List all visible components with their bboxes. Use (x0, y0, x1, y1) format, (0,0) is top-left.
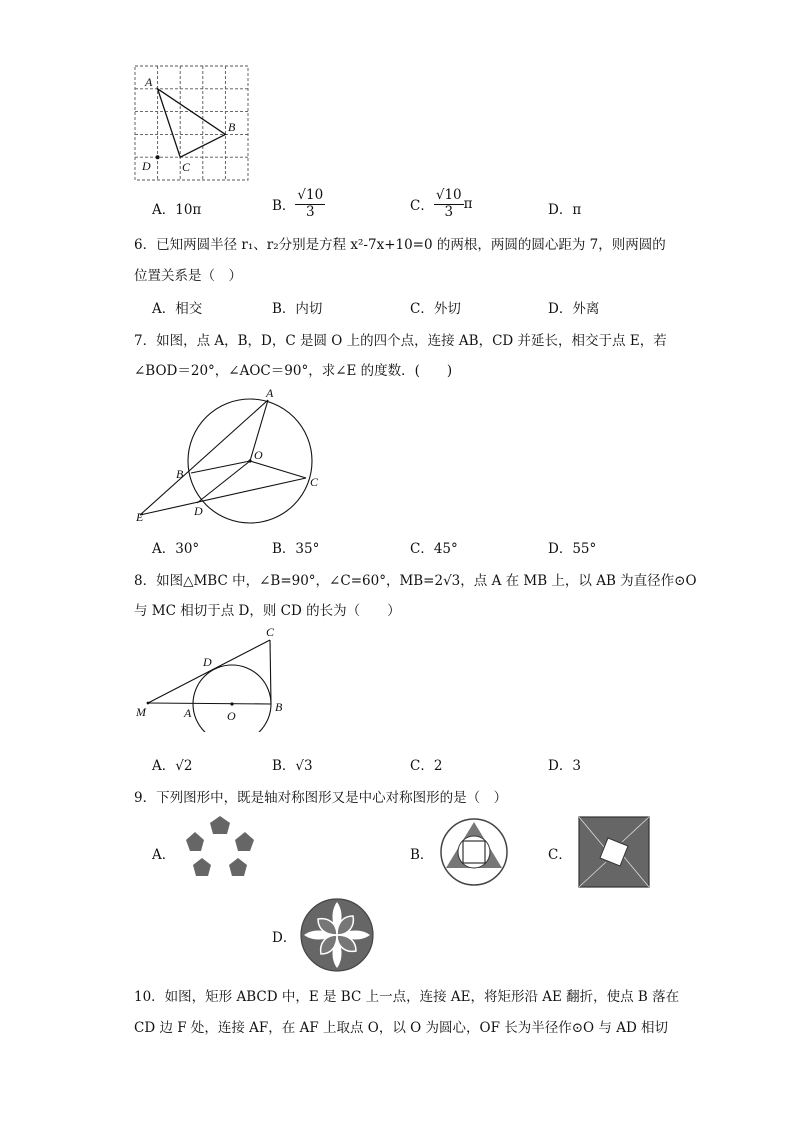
q5-grid-figure (128, 60, 258, 188)
q5-option-b[interactable]: B． $\frac{√10}{3}$ (272, 187, 324, 220)
q6-stem-line2: 位置关系是（ ） (134, 268, 242, 284)
label-A: A (184, 706, 192, 720)
label-B: B (228, 120, 236, 134)
q8-stem-line1: 8．如图△MBC 中，∠B=90°，∠C=60°，MB=2√3，点 A 在 MB 上，以 AB 为直径作⊙O (134, 573, 697, 589)
q7-option-c[interactable]: C．45° (410, 541, 458, 557)
q5-option-d[interactable]: D．π (548, 202, 582, 218)
q7-stem-line2: ∠BOD＝20°，∠AOC＝90°，求∠E 的度数．( ) (134, 363, 453, 379)
q9-option-a-label[interactable]: A． (152, 847, 176, 863)
q8-option-d[interactable]: D．3 (548, 758, 581, 774)
label-D: D (194, 504, 203, 518)
q7-option-d[interactable]: D．55° (548, 541, 597, 557)
q10-stem-line1: 10．如图，矩形 ABCD 中，E 是 BC 上一点，连接 AE，将矩形沿 AE 翻折，使点 B 落在 (134, 989, 680, 1005)
q7-option-a[interactable]: A．30° (152, 541, 200, 557)
label-C: C (182, 160, 191, 174)
q9-option-d-flower-circle[interactable] (298, 896, 376, 974)
q5-option-a[interactable]: A．10π (152, 202, 202, 218)
label-D: D (142, 159, 151, 173)
label-E: E (136, 510, 144, 524)
q9-stem: 9．下列图形中，既是轴对称图形又是中心对称图形的是（ ） (134, 790, 508, 806)
q9-option-d-label[interactable]: D． (272, 930, 297, 946)
label-A: A (145, 75, 153, 89)
label-B: B (176, 467, 184, 481)
label-D: D (203, 655, 212, 669)
q9-option-b-label[interactable]: B． (410, 847, 434, 863)
q8-stem-line2: 与 MC 相切于点 D，则 CD 的长为（ ） (134, 603, 401, 619)
q9-option-b-circle-triangle[interactable] (438, 816, 510, 888)
q8-option-b[interactable]: B．√3 (272, 758, 313, 774)
q9-option-a-pentagons[interactable] (182, 812, 258, 884)
q8-tangent-figure (130, 622, 300, 732)
q7-option-b[interactable]: B．35° (272, 541, 320, 557)
q10-stem-line2: CD 边 F 处，连接 AF，在 AF 上取点 O，以 O 为圆心，OF 长为半径作⊙O 与 AD 相切 (134, 1020, 669, 1036)
label-M: M (136, 705, 146, 719)
q7-circle-figure (130, 385, 330, 530)
q6-option-c[interactable]: C．外切 (410, 301, 461, 317)
q5-option-c[interactable]: C． $\frac{√10}{3}$ π (410, 187, 473, 220)
q6-option-d[interactable]: D．外离 (548, 301, 600, 317)
q6-option-a[interactable]: A．相交 (152, 301, 203, 317)
q7-stem-line1: 7．如图，点 A，B，D，C 是圆 O 上的四个点，连接 AB，CD 并延长，相交于点 E，若 (134, 333, 667, 349)
label-C: C (266, 625, 275, 639)
q8-option-a[interactable]: A．√2 (152, 758, 193, 774)
label-A: A (266, 386, 274, 400)
label-B: B (275, 700, 283, 714)
q6-option-b[interactable]: B．内切 (272, 301, 323, 317)
q9-option-c-square-pinwheel[interactable] (578, 816, 650, 888)
q9-option-c-label[interactable]: C． (548, 847, 572, 863)
label-O: O (227, 709, 236, 723)
q6-stem-line1: 6．已知两圆半径 r₁、r₂分别是方程 x²-7x+10=0 的两根，两圆的圆心距为 7，则两圆的 (134, 237, 666, 253)
label-C: C (310, 475, 319, 489)
q8-option-c[interactable]: C．2 (410, 758, 443, 774)
label-O: O (254, 448, 263, 462)
